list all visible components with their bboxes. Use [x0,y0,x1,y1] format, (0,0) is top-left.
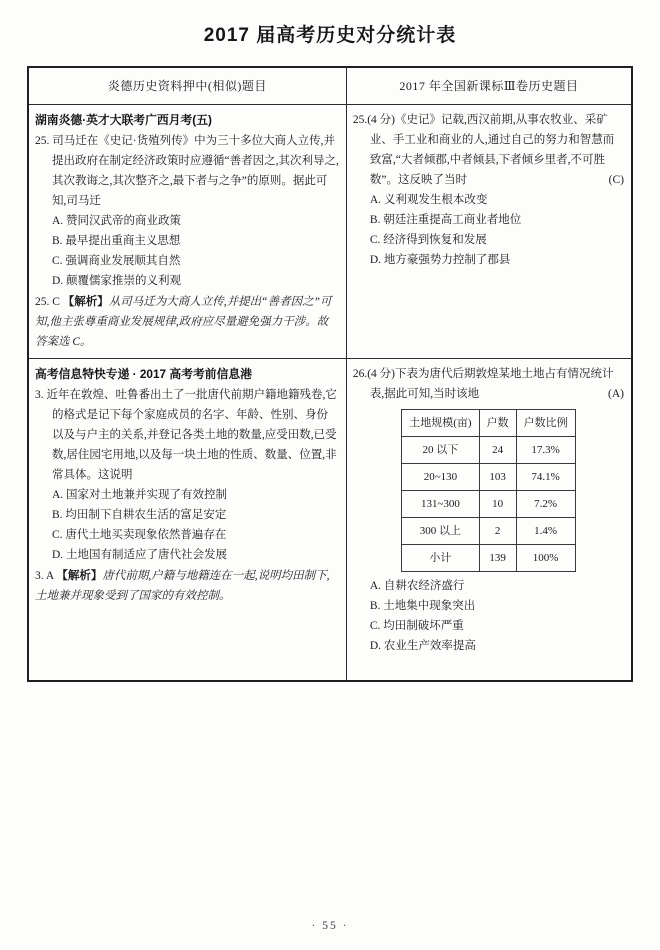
option-a: A. 赞同汉武帝的商业政策 [52,215,182,227]
source-title: 湖南炎德·英才大联考广西月考(五) [35,113,212,127]
ratio: 100% [516,545,575,572]
option-list [353,190,624,270]
land-table-row [402,464,575,491]
option-c: C. 唐代土地买卖现象依然普遍存在 [52,529,227,541]
option-b: B. 均田制下自耕农生活的富足安定 [52,509,227,521]
table-row-q26 [29,358,631,680]
answer-mark: (A) [608,388,624,400]
ratio: 7.2% [516,491,575,518]
option-list [35,211,339,291]
option-d: D. 地方豪强势力控制了郡县 [369,254,511,266]
option-b: B. 土地集中现象突出 [369,600,476,612]
header-cell-left: 炎德历史资料押中(相似)题目 [29,68,347,104]
cell-q26-exam [347,359,631,680]
table-row-q25 [29,104,631,358]
option-list [35,485,339,565]
stem-text: 25.(4 分)《史记》记载,西汉前期,从事农牧业、采矿业、手工业和商业的人,通过自己的努力和智慧而致富,“大者倾郡,中者倾县,下者倾乡里者,不可胜数”。这反映了当时 [352,114,615,186]
page-title: 2017 届高考历史对分统计表 [203,25,457,46]
option-c: C. 均田制破坏严重 [369,620,464,632]
col-ratio: 户数比例 [516,410,575,437]
answer-mark: (C) [608,174,624,186]
page-number: · 55 · [311,920,349,932]
analysis-label: 【解析】 [62,296,109,308]
option-a: A. 义利观发生根本改变 [369,194,488,206]
land-table-row [402,518,575,545]
question-stem [353,110,624,190]
analysis-label: 【解析】 [56,570,103,582]
answer-value: 25. C [35,296,63,308]
land-statistics-table [401,409,575,572]
answer-value: 3. A [35,570,57,582]
land-table-row-subtotal [402,545,575,572]
header-cell-right: 2017 年全国新课标Ⅲ卷历史题目 [399,79,579,93]
ratio: 1.4% [516,518,575,545]
land-table-row [402,491,575,518]
stem-text: 26.(4 分)下表为唐代后期敦煌某地土地占有情况统计表,据此可知,当时该地 [352,368,614,400]
households: 103 [479,464,516,491]
option-d: D. 土地国有制适应了唐代社会发展 [52,549,228,561]
land-scale: 131~300 [402,491,479,518]
option-a: A. 自耕农经济盛行 [369,580,465,592]
land-table-row [402,437,575,464]
source-title: 高考信息特快专递 · 2017 高考考前信息港 [35,367,252,381]
cell-q25-exam [347,105,631,358]
table-header-row [29,68,631,104]
answer-analysis [35,566,339,606]
answer-analysis [35,292,339,352]
option-d: D. 农业生产效率提高 [369,640,476,652]
exam-comparison-table [27,66,633,682]
option-c: C. 经济得到恢复和发展 [369,234,487,246]
land-scale: 20 以下 [402,437,479,464]
question-stem: 3. 近年在敦煌、吐鲁番出土了一批唐代前期户籍地籍残卷,它的格式是记下每个家庭成员的名字、年龄、性别、身份以及与户主的关系,并登记各类土地的数量,应受田数,已受数,居住园宅用地,以及每一块土地的性质、数量、位置,非常具体。这说明 [35,389,337,481]
ratio: 17.3% [516,437,575,464]
col-land-scale: 土地规模(亩) [402,410,479,437]
question-stem: 25. 司马迁在《史记·货殖列传》中为三十多位大商人立传,并提出政府在制定经济政策时应遵循“善者因之,其次利导之,其次教诲之,其次整齐之,最下者与之争”的原则。据此可知,司马迁 [35,135,339,207]
households: 10 [479,491,516,518]
land-scale: 小计 [402,545,479,572]
cell-q3-source [29,359,347,680]
option-b: B. 最早提出重商主义思想 [52,235,181,247]
col-households: 户数 [479,410,516,437]
ratio: 74.1% [516,464,575,491]
analysis-text: 唐代前期,户籍与地籍连在一起,说明均田制下,土地兼并现象受到了国家的有效控制。 [35,570,330,602]
cell-q25-source [29,105,347,358]
option-a: A. 国家对土地兼并实现了有效控制 [52,489,228,501]
households: 24 [479,437,516,464]
land-scale: 20~130 [402,464,479,491]
option-c: C. 强调商业发展顺其自然 [52,255,181,267]
question-stem [353,364,624,404]
analysis-text: 从司马迁为大商人立传,并提出“善者因之”可知,他主张尊重商业发展规律,政府应尽量避免强力干涉。故答案选 C。 [35,296,332,348]
option-d: D. 颠覆儒家推崇的义利观 [52,275,182,287]
option-b: B. 朝廷注重提高工商业者地位 [369,214,522,226]
households: 139 [479,545,516,572]
option-list [353,576,624,656]
households: 2 [479,518,516,545]
land-table-header [402,410,575,437]
land-scale: 300 以上 [402,518,479,545]
